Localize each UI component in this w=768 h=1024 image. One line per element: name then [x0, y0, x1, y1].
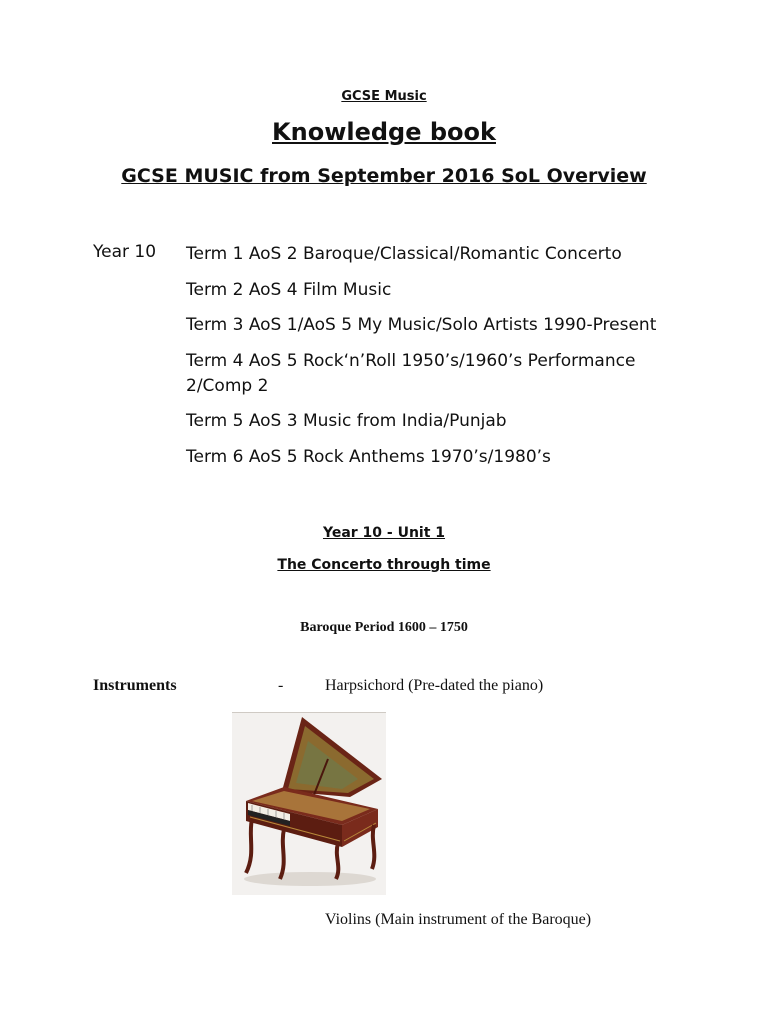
- term-list: [186, 242, 686, 480]
- unit-title: The Concerto through time: [277, 557, 491, 573]
- document-label: GCSE Music: [341, 89, 427, 104]
- term-item: Term 2 AoS 4 Film Music: [186, 279, 392, 300]
- instruments-dash: -: [278, 677, 284, 694]
- instruments-label: Instruments: [93, 677, 177, 694]
- document-subtitle: GCSE MUSIC from September 2016 SoL Overview: [121, 165, 647, 187]
- instrument-item-violins: Violins (Main instrument of the Baroque): [325, 911, 592, 928]
- term-item: Term 6 AoS 5 Rock Anthems 1970’s/1980’s: [186, 446, 551, 467]
- term-item: Term 4 AoS 5 Rock‘n’Roll 1950’s/1960’s Performance 2/Comp 2: [186, 350, 636, 396]
- instrument-item-harpsichord: Harpsichord (Pre-dated the piano): [325, 677, 544, 694]
- term-item: Term 3 AoS 1/AoS 5 My Music/Solo Artists 1990-Present: [186, 315, 657, 335]
- term-item: Term 1 AoS 2 Baroque/Classical/Romantic Concerto: [186, 244, 622, 264]
- year-label: Year 10: [93, 242, 157, 262]
- harpsichord-illustration: [232, 713, 386, 895]
- term-item: Term 5 AoS 3 Music from India/Punjab: [186, 411, 507, 431]
- document-title: Knowledge book: [272, 118, 496, 146]
- unit-label: Year 10 - Unit 1: [322, 525, 446, 541]
- harpsichord-image: [232, 712, 386, 895]
- period-heading: Baroque Period 1600 – 1750: [300, 620, 468, 635]
